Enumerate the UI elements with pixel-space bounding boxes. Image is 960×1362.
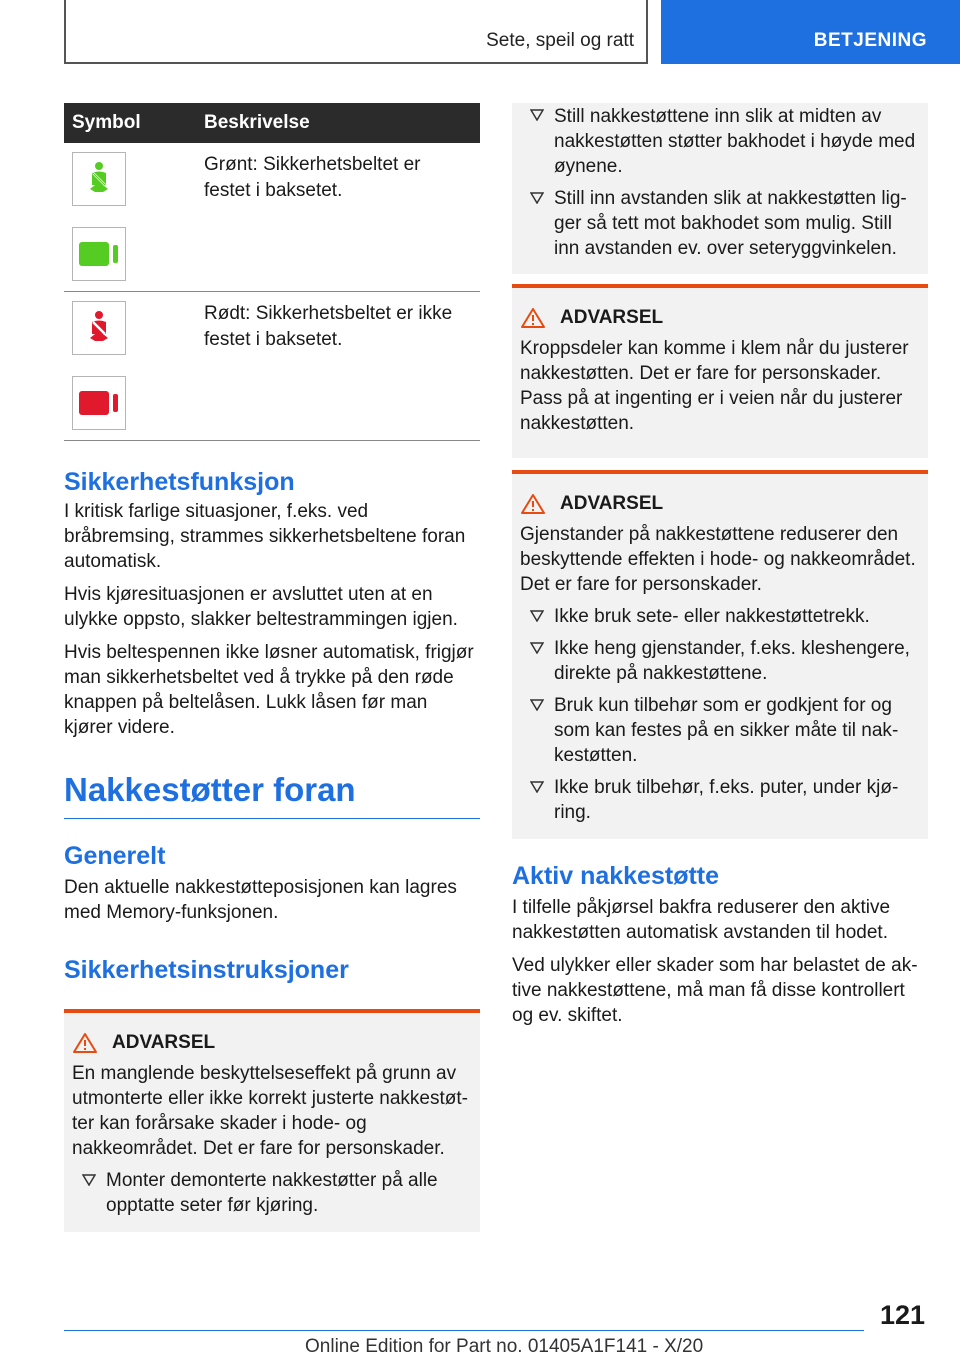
chapter-title: BETJENING <box>813 30 927 51</box>
warning-triangle-icon <box>72 1032 98 1054</box>
right-column <box>512 103 928 1036</box>
steps-box <box>512 103 928 274</box>
section-title: Sete, speil og ratt <box>486 30 634 51</box>
warning-box <box>512 470 928 839</box>
warning-label: ADVARSEL <box>560 307 664 328</box>
table-row <box>64 292 480 441</box>
warning-title <box>72 1031 472 1055</box>
list-item: Bruk kun tilbehør som er godkjent for og som kan festes på en sikker måte til nakkestøtten. <box>520 693 920 768</box>
warning-box <box>64 1009 480 1232</box>
symbol-cell <box>64 292 190 441</box>
symbol-cell <box>64 143 190 292</box>
description-cell: Grønt: Sikkerhetsbeltet er festet i baksetet. <box>190 143 480 292</box>
triangle-bullet-icon <box>530 781 544 793</box>
triangle-bullet-icon <box>530 109 544 121</box>
list-item: Ikke bruk sete- eller nakkestøttetrekk. <box>520 604 920 629</box>
warning-label: ADVARSEL <box>560 493 664 514</box>
list-item: Ikke heng gjenstander, f.eks. kleshengere, direkte på nakkestøttene. <box>520 636 920 686</box>
table-header-symbol: Symbol <box>64 103 190 143</box>
seatbelt-lamp-red-icon <box>72 376 126 430</box>
warning-list <box>520 604 920 825</box>
list-item: Monter demonterte nakkestøtter på alle opptatte seter før kjøring. <box>72 1168 472 1218</box>
seatbelt-green-icon <box>72 152 126 206</box>
heading-sikkerhetsfunksjon: Sikkerhetsfunksjon <box>64 468 295 496</box>
warning-triangle-icon <box>520 307 546 329</box>
list-item: Still inn avstanden slik at nakkestøtten ligger så tett mot bakhodet som mulig. Still inn avstanden ev. over seteryggvinkelen. <box>520 186 920 261</box>
symbol-table <box>64 103 480 441</box>
seatbelt-red-icon <box>72 301 126 355</box>
left-column <box>64 103 480 1232</box>
warning-triangle-icon <box>520 493 546 515</box>
warning-title <box>520 306 920 330</box>
warning-list <box>72 1168 472 1218</box>
warning-label: ADVARSEL <box>112 1032 216 1053</box>
header-chapter-tab <box>661 0 960 64</box>
table-header-row <box>64 103 480 143</box>
triangle-bullet-icon <box>530 192 544 204</box>
paragraph: I tilfelle påkjørsel bakfra reduserer den aktive nakkestøtten automatisk avstanden til hodet. <box>512 897 891 943</box>
description-cell: Rødt: Sikkerhetsbeltet er ikke festet i baksetet. <box>190 292 480 441</box>
seatbelt-lamp-green-icon <box>72 227 126 281</box>
table-header-description: Beskrivelse <box>190 103 480 143</box>
heading-nakkestotter-foran: Nakkestøtter foran <box>64 770 480 819</box>
triangle-bullet-icon <box>530 642 544 654</box>
warning-box <box>512 284 928 458</box>
triangle-bullet-icon <box>530 610 544 622</box>
header-section-tab <box>64 0 648 64</box>
list-item: Still nakkestøttene inn slik at midten av nakkestøtten støtter bakhodet i høyde med øynene. <box>520 103 920 179</box>
paragraph: I kritisk farlige situasjoner, f.eks. ved bråbremsing, strammes sikkerhetsbeltene foran automatisk. <box>64 501 466 572</box>
footer-divider <box>64 1330 864 1331</box>
warning-title <box>520 492 920 516</box>
paragraph: Ved ulykker eller skader som har belastet de aktive nakkestøttene, må man få disse kontrollert og ev. skiftet. <box>512 955 918 1026</box>
triangle-bullet-icon <box>530 699 544 711</box>
heading-generelt: Generelt <box>64 842 166 870</box>
list-item: Ikke bruk tilbehør, f.eks. puter, under kjøring. <box>520 775 920 825</box>
heading-sikkerhetsinstruksjoner: Sikkerhetsinstruksjoner <box>64 956 349 984</box>
paragraph: Den aktuelle nakkestøtteposisjonen kan lagres med Memory-funksjonen. <box>64 877 457 923</box>
warning-text: En manglende beskyttelseseffekt på grunn av utmonterte eller ikke korrekt justerte nakkestøtter kan forårsake skader i hode- og nakkeområdet. Det er fare for personskader. <box>72 1063 468 1159</box>
paragraph: Hvis kjøresituasjonen er avsluttet uten at en ulykke oppsto, slakker beltestrammingen igjen. <box>64 584 458 630</box>
paragraph: Hvis beltespennen ikke løsner automatisk, frigjør man sikkerhetsbeltet ved å trykke på den røde knappen på beltelåsen. Lukk låsen før man kjører videre. <box>64 642 474 738</box>
steps-list <box>520 103 920 261</box>
footer-edition: Online Edition for Part no. 01405A1F141 - X/20 <box>305 1336 704 1357</box>
heading-aktiv-nakkestotte: Aktiv nakkestøtte <box>512 862 720 890</box>
page-number: 121 <box>880 1300 926 1330</box>
triangle-bullet-icon <box>82 1174 96 1186</box>
warning-text: Gjenstander på nakkestøttene reduserer den beskyttende effekten i hode- og nakkeområdet. Det er fare for personskader. <box>520 524 916 595</box>
warning-text: Kroppsdeler kan komme i klem når du justerer nakkestøtten. Det er fare for personskader. Pass på at ingenting er i veien når du justerer nakkestøtten. <box>520 338 909 434</box>
table-row <box>64 143 480 292</box>
